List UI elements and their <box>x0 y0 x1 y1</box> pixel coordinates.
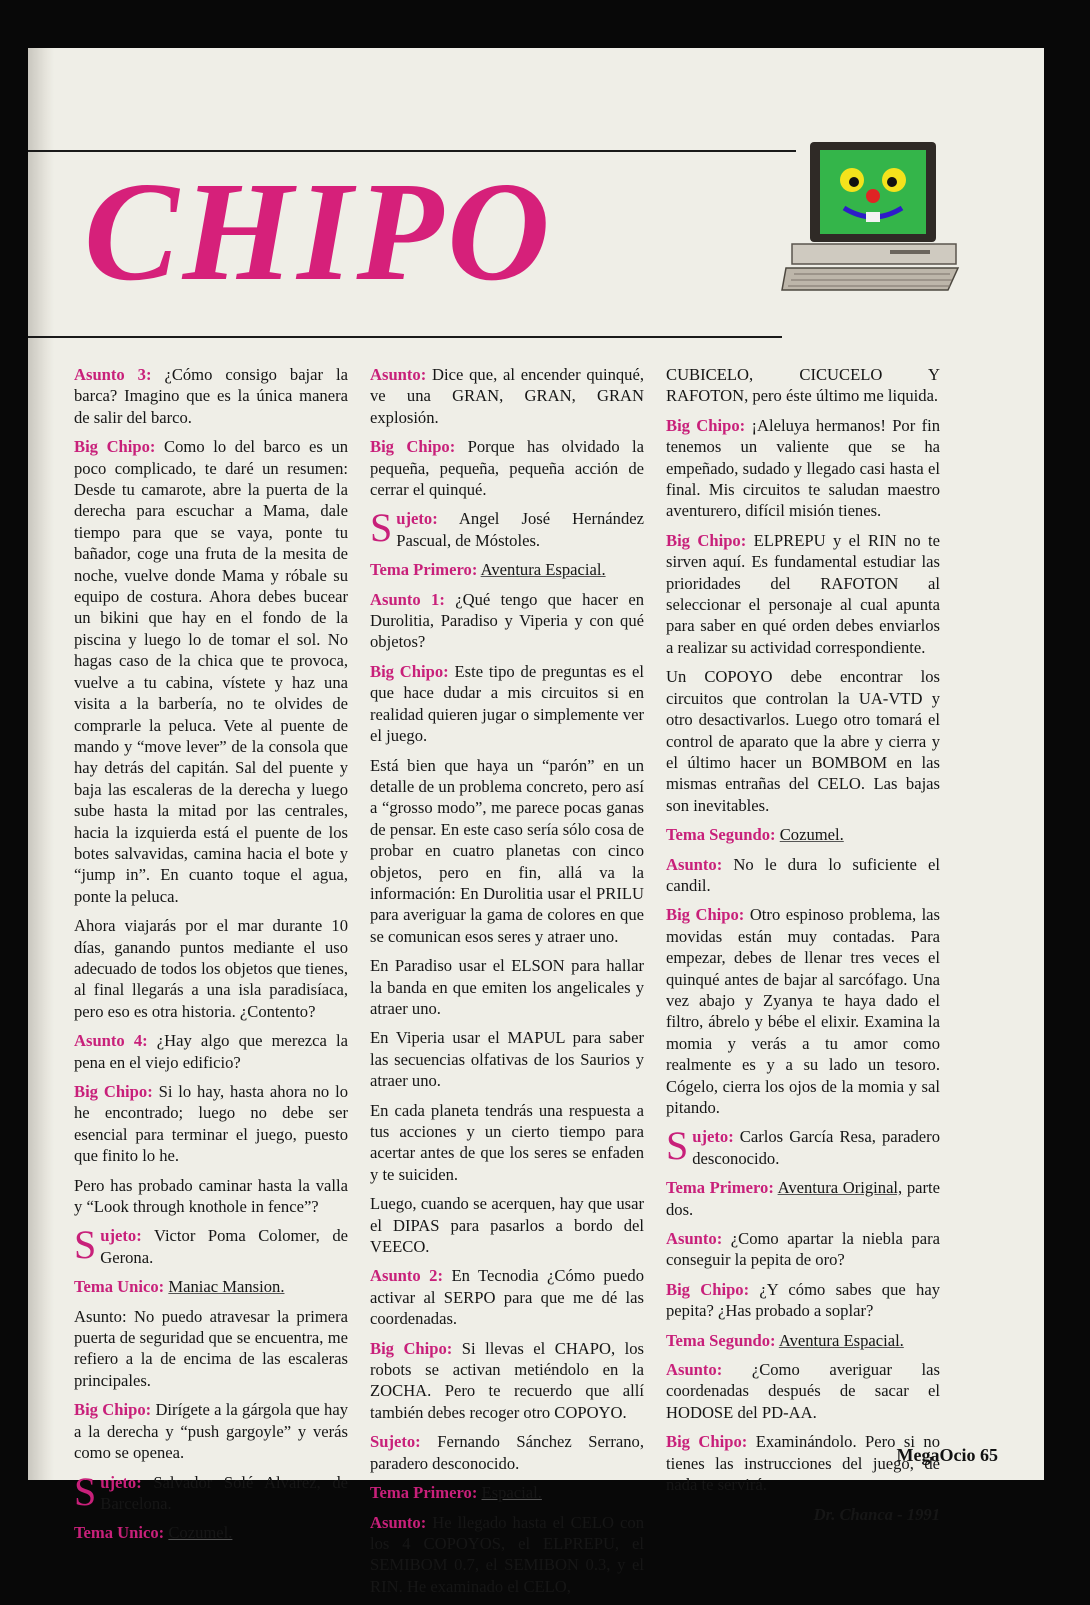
article-paragraph <box>666 666 940 816</box>
entry-text: Ahora viajarás por el mar durante 10 días, ganando puntos mediante el uso adecuado de todos los objetos que tienes, al final llegarás a una isla paradisíaca, pero eso es otra historia. ¿Contento? <box>74 916 348 1021</box>
entry-label: Tema Segundo: <box>666 825 776 845</box>
entry-text: Como lo del barco es un poco complicado, te daré un resumen: Desde tu camarote, abre la puerta de la derecha para escuchar a Mama, dale tiempo para que se vaya, ponte tu bañador, coge una fruta de la mesita de noche, vuelve donde Mama y róbale su equipo de costura. Ahora debes bucear un bikini que hay en el fondo de la piscina y luego lo de tomar el sol. No hagas caso de la chica que te provoca, vuelve a tu cabina, vístete y haz una visita a la barbería, no te olvides de comprarle la peluca. Vete al puente de mando y “move lever” de la consola que hay detrás del capitán. Sal del puente y baja las escaleras de la derecha y luego sube hasta la mitad por las centrales, hacia la izquierda está el puente de los botes salvavidas, camina hacia el bote y “jump in”. En cuanto toque el agua, ponte la peluca. <box>74 437 349 906</box>
article-paragraph <box>74 1222 348 1268</box>
entry-label: Big Chipo: <box>666 905 745 925</box>
entry-text: En Tecnodia ¿Cómo puedo activar al SERPO para que me dé las coordenadas. <box>370 1266 644 1329</box>
article-paragraph <box>370 1027 644 1091</box>
entry-text: Victor Poma Colomer, de Gerona. <box>100 1226 348 1267</box>
article-paragraph <box>370 1265 644 1329</box>
entry-text: ELPREPU y el RIN no te sirven aquí. Es fundamental estudiar las prioridades del RAFOTON al seleccionar el personaje al cual apunta para saber en qué orden debes enviarlos a realizar su actividad correspondiente. <box>666 530 940 657</box>
article-paragraph <box>74 364 348 428</box>
entry-label: Tema Primero: <box>666 1178 774 1198</box>
article-paragraph <box>666 364 940 407</box>
game-title: Cozumel. <box>779 825 844 845</box>
entry-label: Asunto: <box>370 1512 427 1532</box>
article-paragraph <box>74 1468 348 1515</box>
article-paragraph <box>74 436 348 907</box>
entry-label: Asunto 2: <box>370 1266 443 1286</box>
game-title: Espacial. <box>481 1483 542 1503</box>
article-paragraph <box>370 364 644 428</box>
entry-text: ¿Como averiguar las coordenadas después de sacar el HODOSE del PD-AA. <box>666 1360 940 1422</box>
article-paragraph <box>370 505 644 551</box>
entry-text: Carlos García Resa, paradero desconocido. <box>692 1127 940 1168</box>
entry-text: Pero has probado caminar hasta la valla y “Look through knothole in fence”? <box>74 1175 348 1217</box>
article-paragraph <box>666 530 940 658</box>
entry-label: Asunto 1: <box>370 589 445 609</box>
page-fold-shadow <box>28 48 54 1480</box>
page-title: CHIPO <box>84 152 554 310</box>
game-title: Aventura Espacial. <box>778 1330 904 1350</box>
article-paragraph <box>370 1431 644 1474</box>
drop-cap: S <box>370 505 393 551</box>
article-paragraph <box>370 955 644 1019</box>
entry-text: ¿Como apartar la niebla para conseguir la pepita de oro? <box>666 1229 940 1270</box>
article-paragraph <box>370 436 644 500</box>
article-paragraph <box>370 559 644 580</box>
article-paragraph <box>74 915 348 1022</box>
entry-text: Dirígete a la gárgola que hay a la derecha y “push gargoyle” y verás como se openea. <box>74 1400 348 1463</box>
article-paragraph <box>666 1330 940 1351</box>
article-paragraph <box>370 1338 644 1424</box>
entry-label: Asunto: <box>666 854 723 874</box>
entry-text: Está bien que haya un “parón” en un detalle de un problema concreto, pero así a “grosso modo”, me parece pocas ganas de pensar. En este caso sería sólo cosa de probar en cuatro planetas con cinco objetos, pero en fin, allá va la información: En Durolitia usar el PRILU para averiguar la gama de colores en que se comunican esos seres y atraer uno. <box>370 755 644 946</box>
entry-label: Big Chipo: <box>666 1279 750 1299</box>
article-paragraph <box>370 1100 644 1186</box>
entry-label: Tema Primero: <box>370 1483 478 1503</box>
entry-text: ¿Y cómo sabes que hay pepita? ¿Has probado a soplar? <box>666 1279 941 1321</box>
entry-label: Big Chipo: <box>74 437 156 457</box>
entry-text: ¿Hay algo que merezca la pena en el viejo edificio? <box>74 1031 348 1072</box>
entry-label: Asunto: <box>666 1360 723 1380</box>
entry-text: Dice que, al encender quinqué, ve una GRAN, GRAN, GRAN explosión. <box>370 365 644 427</box>
article-paragraph <box>666 1359 940 1423</box>
article-paragraph <box>370 755 644 948</box>
entry-text: Angel José Hernández Pascual, de Móstoles. <box>396 509 644 550</box>
entry-text: ¡Aleluya hermanos! Por fin tenemos un valiente que se ha empeñado, sudado y llegado casi hasta el final. Mis circuitos te saludan maestro aventurero, difícil misión tienes. <box>666 415 941 521</box>
entry-label: Big Chipo: <box>370 1338 453 1358</box>
article-paragraph <box>666 824 940 845</box>
article-paragraph <box>370 1482 644 1503</box>
entry-label: Big Chipo: <box>74 1400 152 1420</box>
entry-label: Big Chipo: <box>666 530 747 550</box>
entry-text: Si lo hay, hasta ahora no lo he encontrado; luego no debe ser esencial para terminar el juego, puesto que finito lo he. <box>74 1082 348 1166</box>
entry-text: No le dura lo suficiente el candil. <box>666 854 940 895</box>
game-title: Aventura Original, <box>777 1178 903 1198</box>
page-footer: MegaOcio 65 <box>896 1445 998 1465</box>
entry-label: ujeto: <box>100 1226 142 1246</box>
entry-text: Salvador Solé Alvarez, de Barcelona. <box>100 1472 348 1513</box>
article-paragraph <box>666 854 940 897</box>
article-paragraph <box>666 415 940 522</box>
entry-text: Luego, cuando se acerquen, hay que usar el DIPAS para pasarlos a bordo del VEECO. <box>370 1194 644 1257</box>
entry-label: Asunto: <box>370 365 427 384</box>
entry-text: Fernando Sánchez Serrano, paradero desconocido. <box>370 1432 644 1473</box>
entry-label: Big Chipo: <box>370 661 449 681</box>
text-column-3 <box>666 364 940 1533</box>
drop-cap: S <box>666 1123 689 1169</box>
article-paragraph <box>666 1279 940 1322</box>
author-signature: Dr. Chanca - 1991 <box>813 1504 940 1524</box>
article-paragraph <box>74 1399 348 1463</box>
entry-label: ujeto: <box>692 1127 734 1147</box>
entry-label: Sujeto: <box>370 1432 421 1452</box>
text-column-2 <box>370 364 644 1605</box>
article-paragraph <box>666 1123 940 1169</box>
article-paragraph <box>74 1081 348 1167</box>
entry-text: Examinándolo. Pero si no tienes las instrucciones del juego, de nada te servirá. <box>666 1432 940 1495</box>
article-paragraph <box>370 661 644 747</box>
entry-text: Un COPOYO debe encontrar los circuitos que controlan la UA-VTD y otro desactivarlos. Luego otro tomará el control de aparato que la abre y cierra y el último hacer un BOMBOM en las mismas entrañas del CELO. Las bajas son inevitables. <box>666 667 940 815</box>
entry-text: En cada planeta tendrás una respuesta a tus acciones y un cierto tiempo para acertar antes de que los seres se enfaden y te suiciden. <box>370 1100 644 1184</box>
header-rule-bottom <box>28 336 782 338</box>
entry-text: En Paradiso usar el ELSON para hallar la banda en que emiten los angelicales y atraer uno. <box>370 956 644 1018</box>
entry-label: ujeto: <box>396 509 438 529</box>
article-paragraph <box>74 1175 348 1218</box>
article-paragraph <box>74 1306 348 1392</box>
drop-cap: S <box>74 1468 97 1514</box>
entry-text: En Viperia usar el MAPUL para saber las secuencias olfativas de los Saurios y atraer uno. <box>370 1028 644 1091</box>
article-paragraph <box>666 904 940 1118</box>
entry-text: Otro espinoso problema, las movidas están muy contadas. Para empezar, debes de llenar tres veces el quinqué antes de bajar al sarcófago. Una vez abajo y Zyanya te haya dado el filtro, ábrelo y bébe el elixir. Examina la momia y verás a tu amor como realmente es y a su lado un tesoro. Cógelo, cierra los ojos de la momia y sal pitando. <box>666 905 941 1117</box>
entry-text: ¿Cómo consigo bajar la barca? Imagino que es la única manera de salir del barco. <box>74 365 348 427</box>
entry-label: Tema Segundo: <box>666 1330 776 1350</box>
entry-text-after: parte dos. <box>666 1178 941 1219</box>
article-paragraph <box>666 1228 940 1271</box>
article-paragraph <box>370 1512 644 1598</box>
article-paragraph <box>370 1193 644 1257</box>
article-paragraph <box>74 1276 348 1297</box>
entry-label: Big Chipo: <box>370 437 456 457</box>
entry-label: Tema Unico: <box>74 1277 165 1297</box>
game-title: Maniac Mansion. <box>168 1277 285 1297</box>
entry-text: ¿Qué tengo que hacer en Durolitia, Paradiso y Viperia y con qué objetos? <box>370 589 644 652</box>
article-paragraph <box>370 589 644 653</box>
article-paragraph <box>74 1522 348 1543</box>
computer-mascot-icon <box>780 140 964 296</box>
entry-text: He llegado hasta el CELO con los 4 COPOYOS, el ELPREPU, el SEMIBOM 0.7, el SEMIBON 0.3, y el RIN. He examinado el CELO, <box>370 1512 644 1596</box>
game-title: Cozumel. <box>168 1523 233 1543</box>
text-column-1 <box>74 364 348 1552</box>
drop-cap: S <box>74 1222 97 1268</box>
entry-label: Tema Primero: <box>370 560 478 580</box>
entry-text: Este tipo de preguntas es el que hace dudar a mis circuitos si en realidad quieren jugar o simplemente ver el juego. <box>370 661 645 746</box>
entry-label: Big Chipo: <box>74 1082 153 1101</box>
game-title: Aventura Espacial. <box>480 560 606 580</box>
entry-label: Asunto 4: <box>74 1031 148 1051</box>
entry-label: Asunto: <box>666 1229 723 1249</box>
entry-label: Big Chipo: <box>666 415 746 435</box>
article-paragraph <box>74 1030 348 1073</box>
entry-text: Porque has olvidado la pequeña, pequeña, pequeña acción de cerrar el quinqué. <box>370 437 644 500</box>
magazine-page <box>28 48 1044 1596</box>
entry-text: Si llevas el CHAPO, los robots se activan metiéndolo en la ZOCHA. Pero te recuerdo que allí también debes recoger otro COPOYO. <box>370 1338 644 1422</box>
entry-label: Big Chipo: <box>666 1432 748 1452</box>
entry-label: Asunto 3: <box>74 365 152 384</box>
entry-label: ujeto: <box>100 1472 142 1492</box>
article-paragraph <box>666 1177 940 1220</box>
entry-text: CUBICELO, CICUCELO Y RAFOTON, pero éste último me liquida. <box>666 365 940 406</box>
entry-text: Asunto: No puedo atravesar la primera puerta de seguridad que se encuentra, me refiero a la de encima de las escaleras principales. <box>74 1306 348 1390</box>
entry-label: Tema Unico: <box>74 1523 165 1543</box>
